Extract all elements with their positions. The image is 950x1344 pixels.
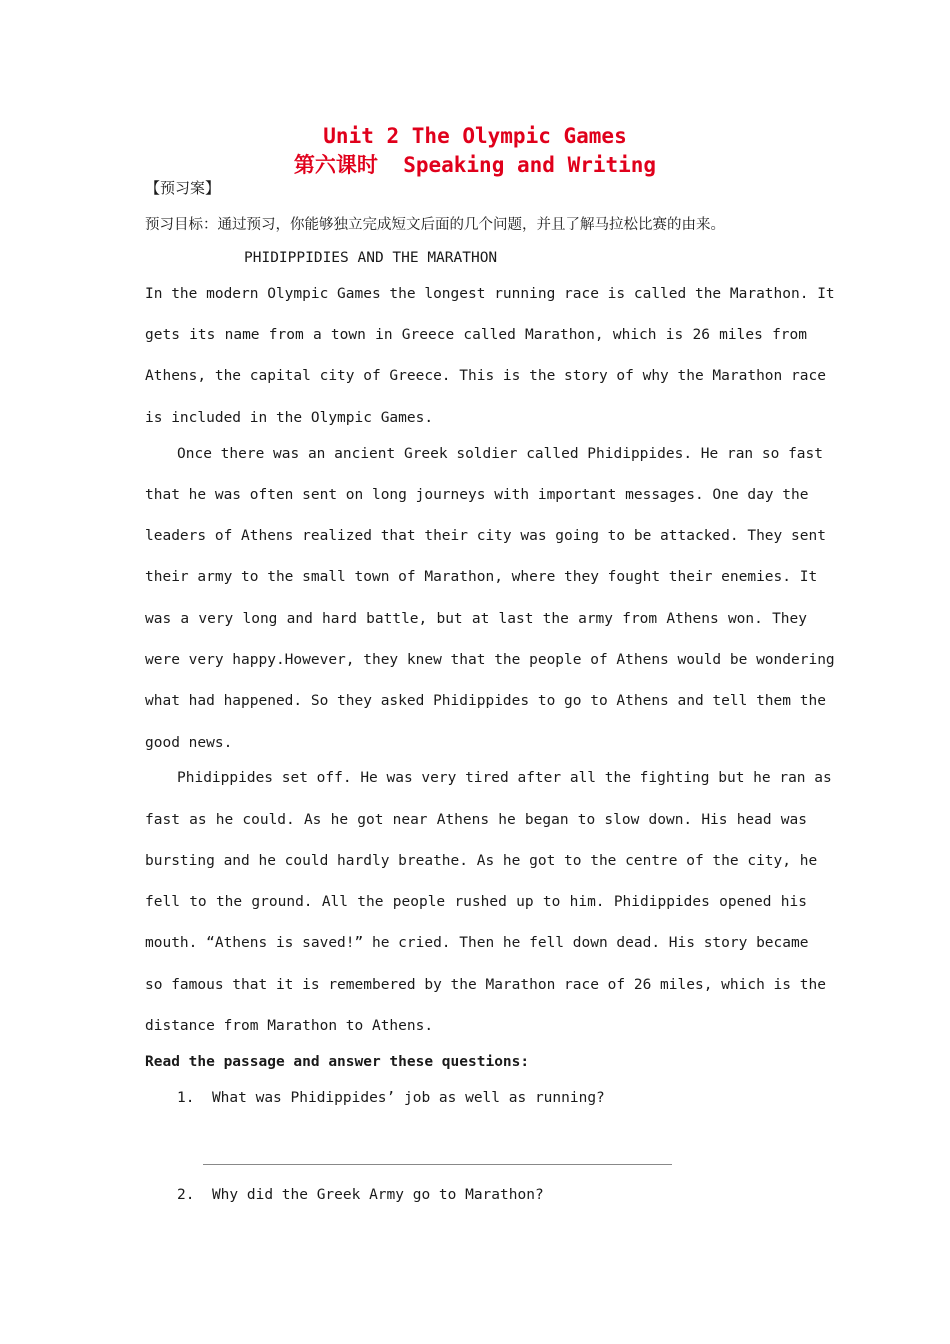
passage-line: mouth. “Athens is saved!” he cried. Then he fell down dead. His story became [145, 935, 809, 951]
passage-line: fast as he could. As he got near Athens he began to slow down. His head was [145, 812, 807, 828]
passage-line: leaders of Athens realized that their city was going to be attacked. They sent [145, 528, 826, 544]
passage-line: what had happened. So they asked Phidippides to go to Athens and tell them the [145, 693, 826, 709]
questions-heading: Read the passage and answer these questions: [145, 1054, 530, 1070]
page-title: Unit 2 The Olympic Games [323, 124, 627, 148]
question-number: 2. [177, 1187, 195, 1203]
preview-tag: 【预习案】 [145, 179, 221, 197]
question-text: What was Phidippides’ job as well as running? [211, 1090, 605, 1106]
passage-title: PHIDIPPIDIES AND THE MARATHON [244, 250, 498, 266]
passage-line: their army to the small town of Marathon, where they fought their enemies. It [145, 569, 818, 585]
passage-line: so famous that it is remembered by the Marathon race of 26 miles, which is the [145, 977, 826, 993]
question-2 [177, 1187, 839, 1203]
passage-line: Athens, the capital city of Greece. This is the story of why the Marathon race [145, 368, 826, 384]
subtitle-cn: 第六课时 [293, 153, 378, 177]
passage-line: distance from Marathon to Athens. [145, 1018, 434, 1034]
passage-line: were very happy.However, they knew that the people of Athens would be wondering [145, 652, 835, 668]
passage-line: that he was often sent on long journeys with important messages. One day the [145, 487, 809, 503]
question-text: Why did the Greek Army go to Marathon? [211, 1187, 544, 1203]
passage-line: fell to the ground. All the people rushed up to him. Phidippides opened his [145, 894, 807, 910]
preview-goal: 预习目标：通过预习，你能够独立完成短文后面的几个问题，并且了解马拉松比赛的由来。 [145, 217, 725, 233]
passage-line: In the modern Olympic Games the longest running race is called the Marathon. It [145, 286, 835, 302]
subtitle-en: Speaking and Writing [403, 153, 657, 177]
passage-line: was a very long and hard battle, but at last the army from Athens won. They [145, 611, 807, 627]
question-number: 1. [177, 1090, 195, 1106]
page-subtitle [0, 149, 950, 179]
passage-line: gets its name from a town in Greece called Marathon, which is 26 miles from [145, 327, 807, 343]
passage-line: is included in the Olympic Games. [145, 410, 434, 426]
answer-line-1[interactable] [203, 1164, 672, 1165]
passage-line: Once there was an ancient Greek soldier called Phidippides. He ran so fast [177, 446, 824, 462]
passage-line: Phidippides set off. He was very tired after all the fighting but he ran as [177, 770, 832, 786]
question-1 [177, 1090, 839, 1106]
passage-line: good news. [145, 735, 233, 751]
passage-line: bursting and he could hardly breathe. As he got to the centre of the city, he [145, 853, 818, 869]
